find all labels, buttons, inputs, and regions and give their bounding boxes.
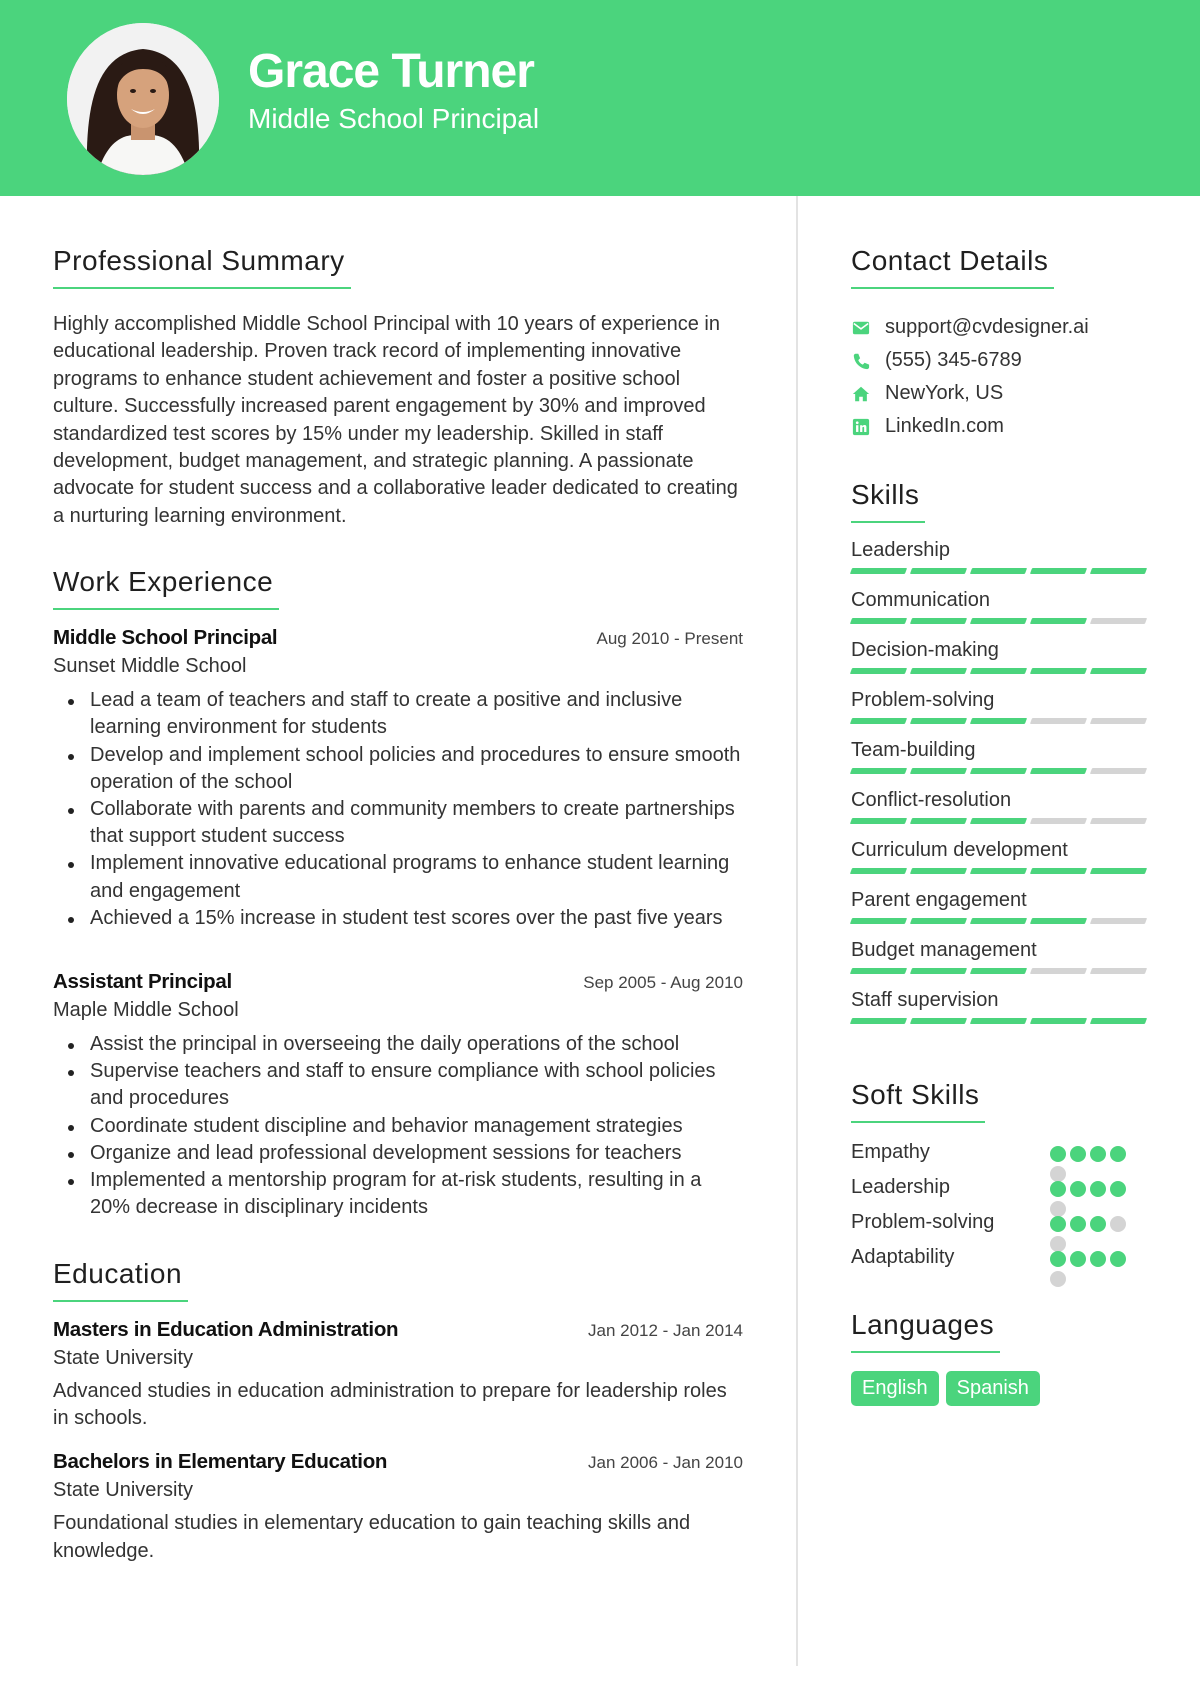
- rating-dot-filled: [1050, 1181, 1066, 1197]
- rating-segment-empty: [1090, 968, 1147, 974]
- rating-segment-filled: [970, 1018, 1027, 1024]
- job-dates: Sep 2005 - Aug 2010: [583, 973, 743, 993]
- soft-skill-rating: [1050, 1251, 1126, 1267]
- rating-segment-filled: [910, 918, 967, 924]
- summary-section: [53, 245, 743, 530]
- rating-segment-filled: [1090, 568, 1147, 574]
- phone-icon: [851, 351, 871, 371]
- rating-dot-empty: [1110, 1216, 1126, 1232]
- language-badge: English: [851, 1371, 939, 1406]
- soft-skill-rating: [1050, 1181, 1126, 1197]
- rating-segment-filled: [910, 818, 967, 824]
- rating-segment-filled: [1090, 868, 1147, 874]
- rating-dot-filled: [1070, 1251, 1086, 1267]
- skill-rating-bar: [851, 818, 1151, 824]
- rating-segment-empty: [1030, 968, 1087, 974]
- skill-rating-bar: [851, 618, 1151, 624]
- education-entry: [53, 1450, 743, 1565]
- envelope-icon: [851, 318, 871, 338]
- skill-rating-bar: [851, 668, 1151, 674]
- skill-name: Budget management: [851, 939, 1037, 961]
- summary-text: Highly accomplished Middle School Principal with 10 years of experience in educational leadership. Proven track record of implementing innovative programs to enhance student achievement and foster a positive school culture. Successfully increased parent engagement by 30% and improved standardized test scores by 15% under my leadership. Skilled in staff development, budget management, and strategic planning. A passionate advocate for student success and a collaborative leader dedicated to creating a nurturing learning environment.: [53, 313, 738, 527]
- rating-segment-filled: [970, 868, 1027, 874]
- rating-segment-filled: [910, 718, 967, 724]
- section-heading: Skills: [851, 479, 925, 523]
- skill-name: Decision-making: [851, 639, 999, 661]
- sidebar-column: [851, 245, 1151, 1442]
- rating-dot-filled: [1070, 1181, 1086, 1197]
- job-organization: Sunset Middle School: [53, 655, 247, 678]
- skill-row: [851, 839, 1151, 889]
- rating-segment-filled: [850, 968, 907, 974]
- school-name: State University: [53, 1479, 194, 1502]
- degree-title: Bachelors in Elementary Education: [53, 1450, 388, 1474]
- rating-segment-filled: [910, 1018, 967, 1024]
- contact-text: (555) 345-6789: [885, 349, 1022, 371]
- contact-text: LinkedIn.com: [885, 415, 1004, 437]
- skill-rating-bar: [851, 968, 1151, 974]
- skill-row: [851, 689, 1151, 739]
- rating-segment-filled: [910, 768, 967, 774]
- rating-dot-filled: [1070, 1146, 1086, 1162]
- section-heading: Contact Details: [851, 245, 1054, 289]
- bullet-item: Supervise teachers and staff to ensure compliance with school policies and procedures: [53, 1058, 743, 1112]
- rating-segment-filled: [1030, 568, 1087, 574]
- section-heading: Education: [53, 1258, 188, 1302]
- soft-skill-row: [851, 1211, 1151, 1246]
- skills-section: [851, 479, 1151, 1039]
- rating-segment-filled: [1090, 668, 1147, 674]
- bullet-item: Organize and lead professional development sessions for teachers: [53, 1140, 743, 1167]
- education-entry: [53, 1318, 743, 1433]
- bullet-item: Implemented a mentorship program for at-risk students, resulting in a 20% decrease in disciplinary incidents: [53, 1167, 743, 1221]
- skill-name: Problem-solving: [851, 689, 995, 711]
- rating-segment-filled: [970, 818, 1027, 824]
- skill-row: [851, 989, 1151, 1039]
- rating-dot-empty: [1050, 1201, 1066, 1217]
- rating-segment-empty: [1090, 618, 1147, 624]
- section-heading: Languages: [851, 1309, 1000, 1353]
- linkedin-icon: [851, 417, 871, 437]
- candidate-name: Grace Turner: [248, 45, 534, 98]
- column-divider: [796, 196, 798, 1666]
- skill-rating-bar: [851, 868, 1151, 874]
- skill-row: [851, 739, 1151, 789]
- skill-rating-bar: [851, 568, 1151, 574]
- portrait-image: [67, 23, 219, 175]
- rating-segment-filled: [850, 568, 907, 574]
- job-bullets: [53, 687, 743, 932]
- skill-rating-bar: [851, 1018, 1151, 1024]
- candidate-title: Middle School Principal: [248, 103, 540, 134]
- job-title: Assistant Principal: [53, 970, 232, 994]
- soft-skills-section: [851, 1079, 1151, 1281]
- school-name: State University: [53, 1346, 194, 1369]
- rating-segment-empty: [1090, 768, 1147, 774]
- rating-segment-filled: [970, 768, 1027, 774]
- skill-rating-bar: [851, 768, 1151, 774]
- soft-skill-rating: [1050, 1216, 1126, 1232]
- rating-segment-empty: [1090, 918, 1147, 924]
- languages-list: [851, 1371, 1151, 1406]
- rating-segment-filled: [910, 668, 967, 674]
- soft-skill-row: [851, 1141, 1151, 1176]
- skill-name: Team-building: [851, 739, 976, 761]
- skill-row: [851, 939, 1151, 989]
- rating-dot-empty: [1050, 1166, 1066, 1182]
- section-heading: Soft Skills: [851, 1079, 985, 1123]
- soft-skill-name: Leadership: [851, 1176, 950, 1198]
- job-title: Middle School Principal: [53, 626, 278, 650]
- main-column: [53, 245, 743, 1601]
- rating-segment-filled: [1030, 668, 1087, 674]
- rating-segment-filled: [850, 868, 907, 874]
- bullet-item: Implement innovative educational programs to enhance student learning and engagement: [53, 850, 743, 904]
- education-description: Advanced studies in education administration to prepare for leadership roles in schools.: [53, 1379, 727, 1429]
- skill-row: [851, 889, 1151, 939]
- rating-dot-filled: [1090, 1181, 1106, 1197]
- contact-text: NewYork, US: [885, 382, 1004, 404]
- job-bullets: [53, 1031, 743, 1221]
- skill-name: Communication: [851, 589, 990, 611]
- rating-segment-filled: [1030, 768, 1087, 774]
- rating-segment-filled: [970, 968, 1027, 974]
- rating-dot-empty: [1050, 1236, 1066, 1252]
- rating-segment-filled: [910, 968, 967, 974]
- rating-segment-filled: [970, 618, 1027, 624]
- skill-name: Curriculum development: [851, 839, 1068, 861]
- skill-row: [851, 539, 1151, 589]
- soft-skill-row: [851, 1176, 1151, 1211]
- contact-email[interactable]: [851, 311, 1151, 344]
- rating-segment-filled: [850, 768, 907, 774]
- bullet-item: Achieved a 15% increase in student test scores over the past five years: [53, 905, 743, 932]
- soft-skill-name: Empathy: [851, 1141, 930, 1163]
- rating-segment-filled: [850, 818, 907, 824]
- skill-name: Conflict-resolution: [851, 789, 1012, 811]
- rating-segment-filled: [850, 718, 907, 724]
- rating-segment-filled: [1030, 868, 1087, 874]
- soft-skill-name: Adaptability: [851, 1246, 955, 1268]
- job-dates: Aug 2010 - Present: [596, 629, 743, 649]
- soft-skill-name: Problem-solving: [851, 1211, 995, 1233]
- skill-rating-bar: [851, 918, 1151, 924]
- section-heading: Work Experience: [53, 566, 279, 610]
- rating-segment-filled: [850, 918, 907, 924]
- skill-name: Staff supervision: [851, 989, 999, 1011]
- rating-segment-filled: [850, 1018, 907, 1024]
- skill-row: [851, 789, 1151, 839]
- skill-name: Parent engagement: [851, 889, 1027, 911]
- section-heading: Professional Summary: [53, 245, 351, 289]
- contact-phone[interactable]: [851, 344, 1151, 377]
- languages-section: [851, 1309, 1151, 1406]
- rating-segment-filled: [1090, 1018, 1147, 1024]
- rating-segment-filled: [1030, 1018, 1087, 1024]
- contact-location: [851, 377, 1151, 410]
- contact-section: [851, 245, 1151, 443]
- rating-segment-filled: [1030, 918, 1087, 924]
- soft-skill-row: [851, 1246, 1151, 1281]
- rating-segment-filled: [910, 568, 967, 574]
- rating-dot-filled: [1110, 1251, 1126, 1267]
- job-entry: [53, 970, 743, 1221]
- rating-segment-filled: [970, 668, 1027, 674]
- contact-text: support@cvdesigner.ai: [885, 316, 1089, 338]
- education-dates: Jan 2006 - Jan 2010: [587, 1453, 743, 1473]
- rating-dot-filled: [1050, 1251, 1066, 1267]
- contact-linkedin[interactable]: [851, 410, 1151, 443]
- degree-title: Masters in Education Administration: [53, 1317, 399, 1341]
- rating-segment-filled: [970, 568, 1027, 574]
- rating-dot-filled: [1110, 1181, 1126, 1197]
- rating-segment-filled: [850, 618, 907, 624]
- rating-dot-filled: [1050, 1216, 1066, 1232]
- rating-dot-filled: [1050, 1146, 1066, 1162]
- rating-dot-empty: [1050, 1271, 1066, 1287]
- skill-name: Leadership: [851, 539, 950, 561]
- skill-row: [851, 639, 1151, 689]
- soft-skill-rating: [1050, 1146, 1126, 1162]
- resume-header: [0, 0, 1200, 196]
- job-organization: Maple Middle School: [53, 999, 239, 1022]
- rating-dot-filled: [1070, 1216, 1086, 1232]
- rating-segment-filled: [970, 718, 1027, 724]
- rating-segment-filled: [910, 868, 967, 874]
- education-dates: Jan 2012 - Jan 2014: [587, 1320, 743, 1340]
- rating-dot-filled: [1090, 1146, 1106, 1162]
- rating-segment-filled: [970, 918, 1027, 924]
- rating-segment-empty: [1090, 818, 1147, 824]
- education-description: Foundational studies in elementary education to gain teaching skills and knowledge.: [53, 1512, 691, 1562]
- bullet-item: Coordinate student discipline and behavior management strategies: [53, 1113, 743, 1140]
- profile-photo: [67, 23, 219, 175]
- bullet-item: Develop and implement school policies and procedures to ensure smooth operation of the school: [53, 742, 743, 796]
- rating-segment-filled: [850, 668, 907, 674]
- bullet-item: Assist the principal in overseeing the daily operations of the school: [53, 1031, 743, 1058]
- bullet-item: Collaborate with parents and community members to create partnerships that support student success: [53, 796, 743, 850]
- home-icon: [851, 384, 871, 404]
- job-entry: [53, 626, 743, 932]
- bullet-item: Lead a team of teachers and staff to create a positive and inclusive learning environment for students: [53, 687, 743, 741]
- skills-list: [851, 539, 1151, 1039]
- experience-section: [53, 566, 743, 1221]
- rating-segment-filled: [1030, 618, 1087, 624]
- skill-row: [851, 589, 1151, 639]
- rating-segment-filled: [910, 618, 967, 624]
- rating-segment-empty: [1030, 818, 1087, 824]
- rating-dot-filled: [1110, 1146, 1126, 1162]
- rating-dot-filled: [1090, 1216, 1106, 1232]
- rating-segment-empty: [1090, 718, 1147, 724]
- rating-dot-filled: [1090, 1251, 1106, 1267]
- rating-segment-empty: [1030, 718, 1087, 724]
- soft-skills-list: [851, 1141, 1151, 1281]
- skill-rating-bar: [851, 718, 1151, 724]
- language-badge: Spanish: [946, 1371, 1040, 1406]
- education-section: [53, 1258, 743, 1566]
